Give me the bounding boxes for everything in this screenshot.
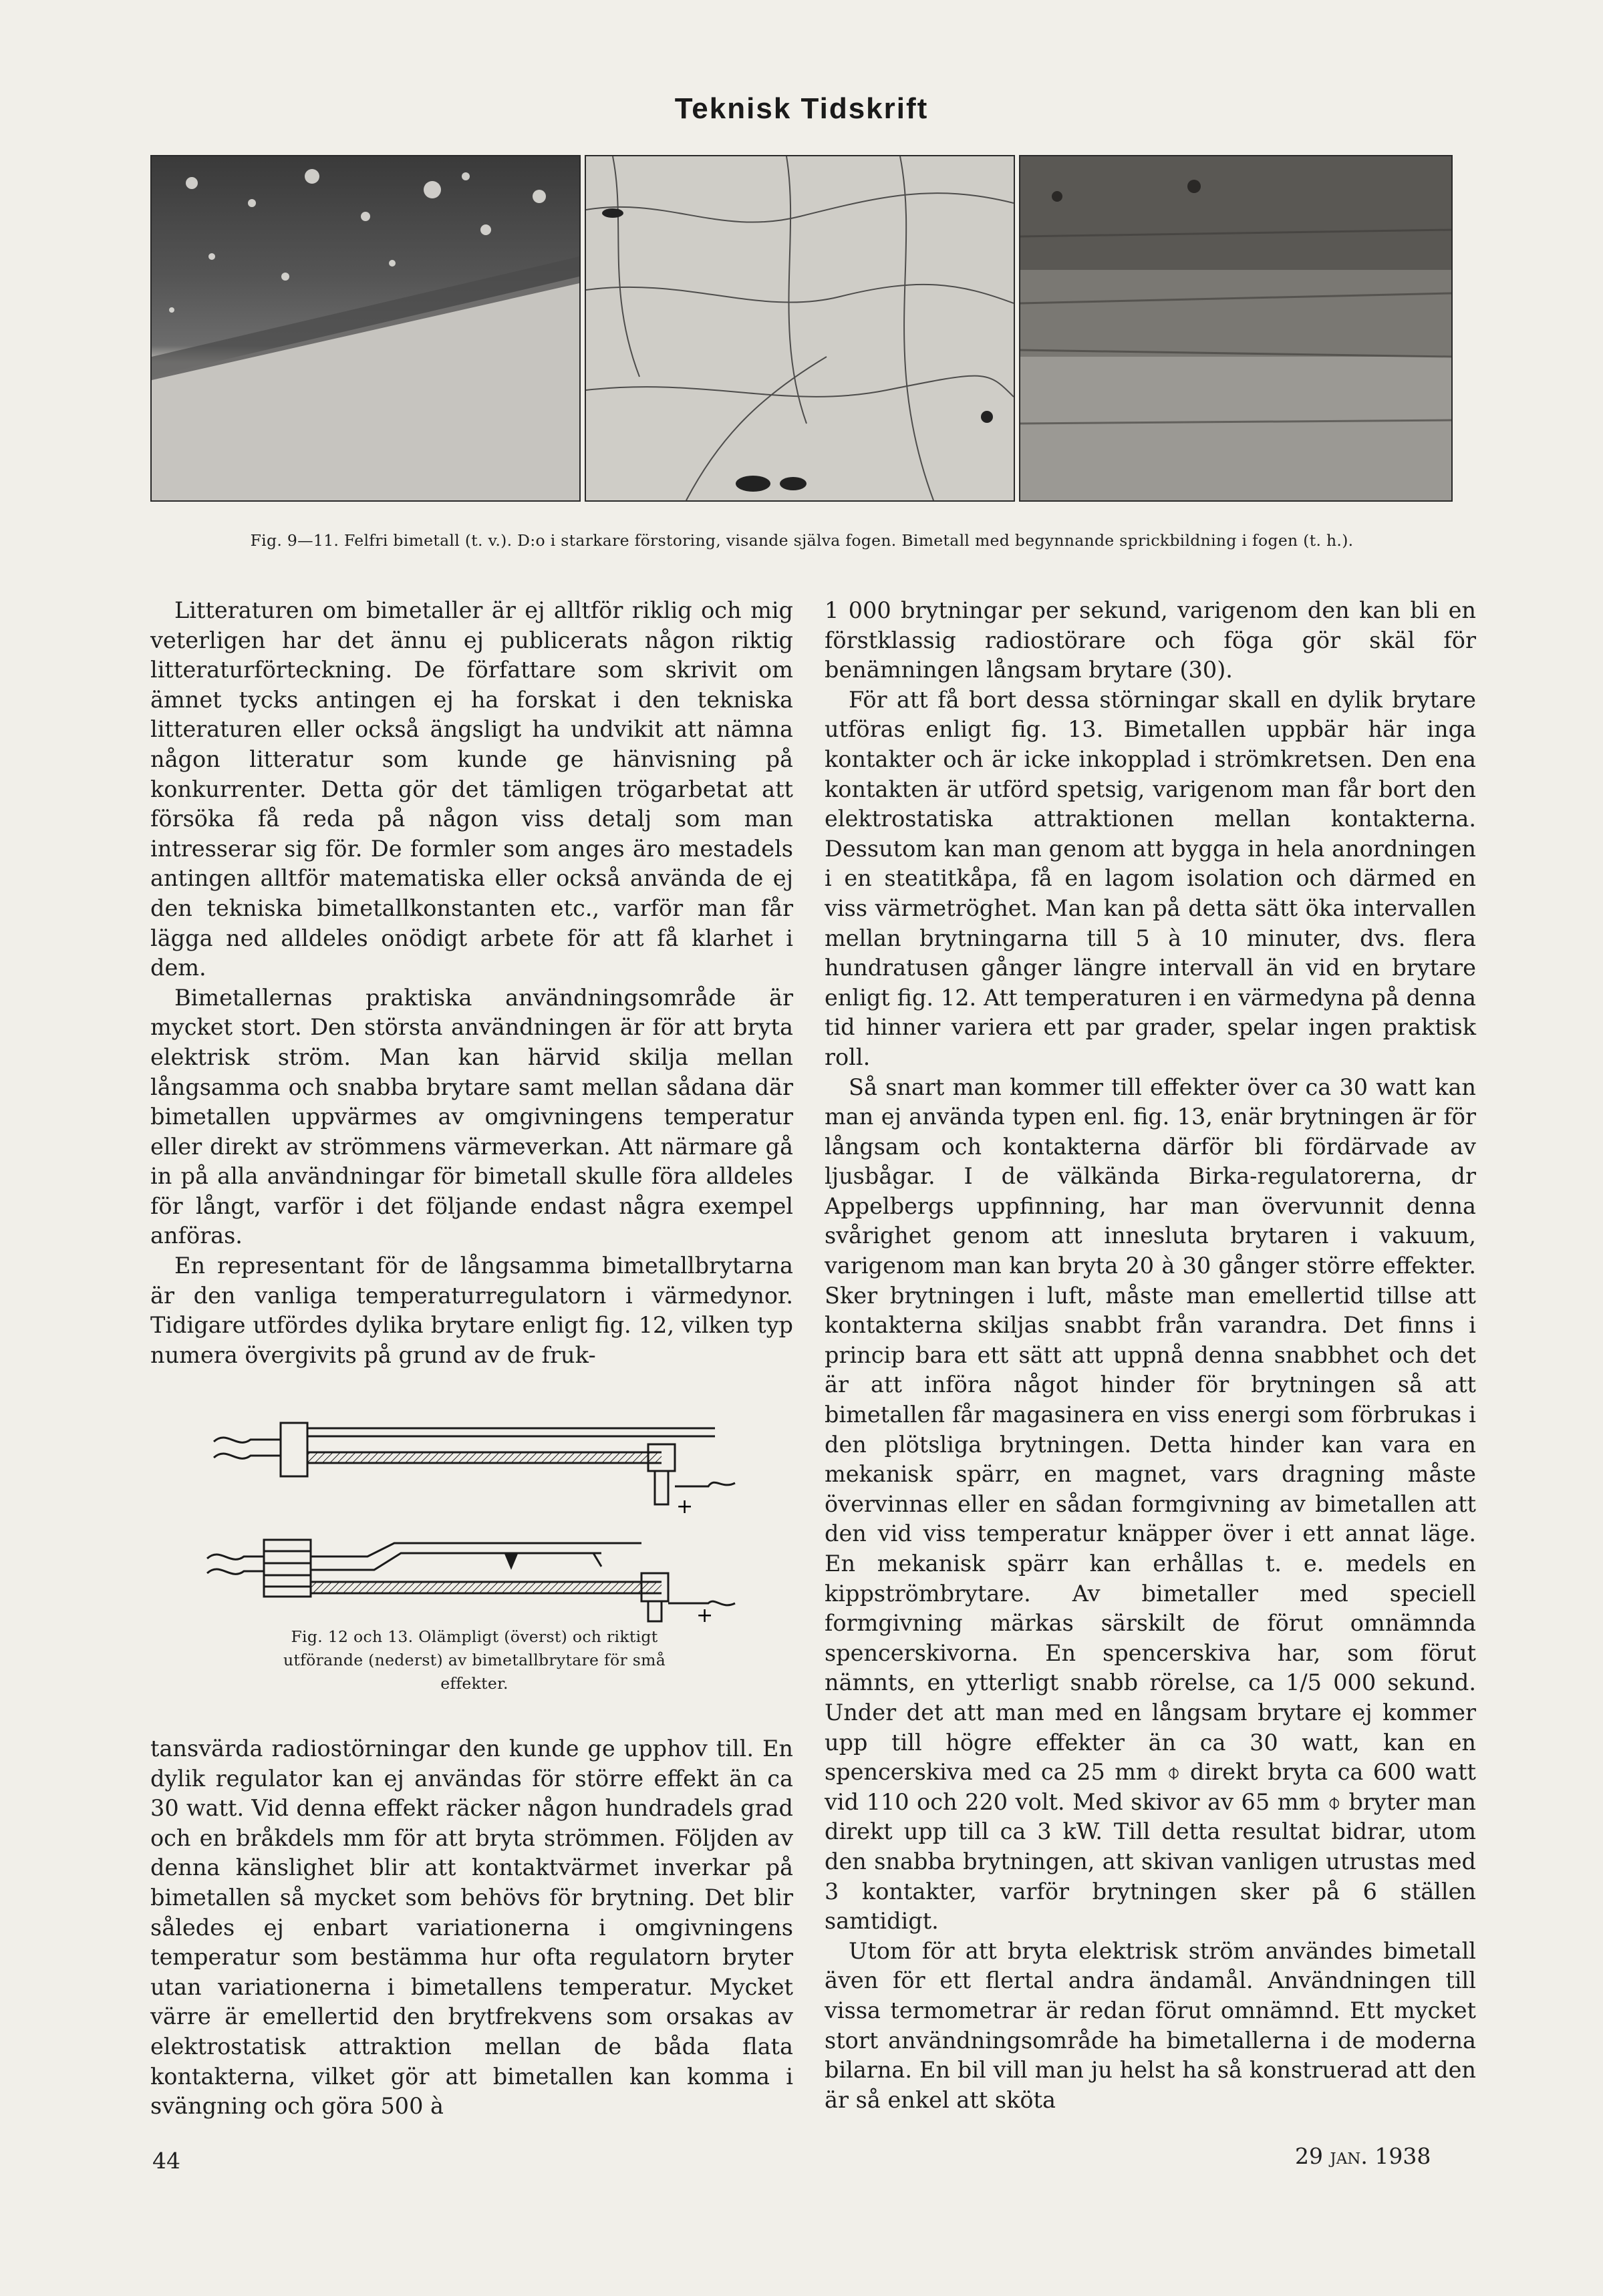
micrograph-icon: [586, 156, 1014, 500]
paragraph: Så snart man kommer till effekter över ca 30 watt kan man ej använda typen enl. fig. 13, enär brytningen är för långsam och kontakterna därför bli fördärvade av ljusbågar. I de välkända Birka-regulatorerna, dr Appelbergs uppfinning, har man övervunnit denna svårighet genom att innesluta brytaren i vakuum, varigenom man kan bryta 20 à 30 gånger större effekter. Sker brytningen i luft, måste man emellertid tillse att kontakterna skiljas snabbt från varandra. Det finns i princip bara ett sätt att uppnå denna snabbhet och det är att införa något hinder för brytningen så att bimetallen får magasinera en viss energi som förbrukas i den plötsliga brytningen. Detta hinder kan vara en mekanisk spärr, en magnet, vars dragning måste övervinnas eller en sådan formgivning av bimetallen att den vid viss temperatur knäpper över i ett annat läge. En mekanisk spärr kan erhållas t. e. medels en kippströmbrytare. Av bimetaller med speciell formgivning märkas särskilt de förut omnämnda spencerskivorna. En spencerskiva har, som förut nämnts, en ytterligt snabb rörelse, ca 1/5 000 sekund. Under det att man med en långsam brytare ej kommer upp till högre effekter än ca 30 watt, kan en spencerskiva med ca 25 mm ⌽ direkt bryta ca 600 watt vid 110 och 220 volt. Med skivor av 65 mm ⌽ bryter man direkt upp till ca 3 kW. Till detta resultat bidrar, utom den snabba brytningen, att skivan vanligen utrustas med 3 kontakter, varför brytningen sker på 6 ställen samtidigt.: [825, 1074, 1476, 1935]
page-number: 44: [152, 2148, 180, 2174]
right-column: [825, 596, 1476, 2115]
issue-date: 29 jan. 1938: [1295, 2143, 1431, 2169]
micrograph-icon: [1020, 156, 1451, 500]
photo-fogen-forstoring: [585, 155, 1015, 502]
diagram-drawing: [200, 1403, 755, 1623]
caption-line: Fig. 12 och 13. Olämpligt (överst) och riktigt: [291, 1627, 658, 1646]
paragraph: tansvärda radiostörningar den kunde ge upphov till. En dylik regulator kan ej användas för större effekt än ca 30 watt. Vid denna effekt räcker någon hundradels grad och en bråkdels mm för att bryta strömmen. Följden av denna känslighet blir att kontaktvärmet inverkar på bimetallen så mycket som behövs för brytning. Det blir således ej enbart variationerna i omgivningens temperatur som bestämma hur ofta regulatorn bryter utan variationerna i bimetallens temperatur. Mycket värre är emellertid den brytfrekvens som orsakas av elektrostatisk attraktion mellan de båda flata kontakterna, vilket gör att bimetallen kan komma i svängning och göra 500 à: [150, 1736, 793, 2120]
paragraph: En representant för de långsamma bimetallbrytarna är den vanliga temperaturregulatorn i värmedynor. Tidigare utfördes dylika brytare enligt fig. 12, vilken typ numera övergivits på grund av de fruk-: [150, 1253, 793, 1368]
paragraph: Litteraturen om bimetaller är ej alltför riklig och mig veterligen har det ännu ej publicerats någon riktig litteraturförteckning. De författare som skrivit om ämnet tycks antingen ej ha forskat i den tekniska litteraturen eller också ängsligt ha undvikit att nämna någon litteratur som kunde ge hänvisning på konkurrenter. Detta gör det tämligen trögarbetat att försöka få reda på någon viss detalj som man intresserar sig för. De formler som anges äro mestadels antingen alltför matematiska eller också använda de ej den tekniska bimetallkonstanten etc., varför man får lägga ned alldeles onödigt arbete för att få klarhet i dem.: [150, 597, 793, 981]
running-head: Teknisk Tidskrift: [674, 92, 929, 125]
left-column-top: [150, 596, 793, 1370]
bimetal-switch-diagram: [200, 1403, 755, 1623]
paragraph: Bimetallernas praktiska användningsområde är mycket stort. Den största användningen är för att bryta elektrisk ström. Man kan härvid skilja mellan långsamma och snabba brytare samt mellan sådana där bimetallen uppvärmes av omgivningens temperatur eller direkt av strömmens värmeverkan. Att närmare gå in på alla användningar för bimetall skulle föra alldeles för långt, varför i det följande endast några exempel anföras.: [150, 984, 793, 1249]
micrograph-icon: [152, 156, 579, 500]
photo-felfri-bimetall: [150, 155, 581, 502]
paragraph: 1 000 brytningar per sekund, varigenom den kan bli en förstklassig radiostörare och föga gör skäl för benämningen långsam brytare (30).: [825, 597, 1476, 683]
left-column-bottom: [150, 1734, 793, 2122]
diagram-plus-1: +: [676, 1495, 694, 1518]
paragraph: För att få bort dessa störningar skall en dylik brytare utföras enligt fig. 13. Bimetallen uppbär här inga kontakter och är icke inkopplad i strömkretsen. Den ena kontakten är utförd spetsig, varigenom man får bort den elektrostatiska attraktionen mellan kontakterna. Dessutom kan man genom att bygga in hela anordningen i en steatitkåpa, få en lagom isolation och därmed en viss värmetröghet. Man kan på detta sätt öka intervallen mellan brytningarna till 5 à 10 minuter, dvs. flera hundratusen gånger längre intervall än vid en brytare enligt fig. 12. Att temperaturen i en värmedyna på denna tid hinner variera ett par grader, spelar ingen praktisk roll.: [825, 686, 1476, 1070]
caption-line: effekter.: [440, 1674, 508, 1693]
figure-caption-12-13: [214, 1625, 735, 1695]
paragraph: Utom för att bryta elektrisk ström användes bimetall även för ett flertal andra ändamål. Användningen till vissa termometrar är redan förut omnämnd. Ett mycket stort användningsområde ha bimetallerna i de moderna bilarna. En bil vill man ju helst ha så konstruerad att den är så enkel att sköta: [825, 1937, 1476, 2113]
photo-sprickbildning: [1019, 155, 1453, 502]
caption-line: utförande (nederst) av bimetallbrytare för små: [283, 1651, 666, 1669]
diagram-plus-2: +: [696, 1604, 714, 1623]
figure-caption-9-11: Fig. 9—11. Felfri bimetall (t. v.). D:o i starkare förstoring, visande själva fogen. Bimetall med begynnande sprickbildning i fogen (t. h.).: [250, 531, 1354, 550]
